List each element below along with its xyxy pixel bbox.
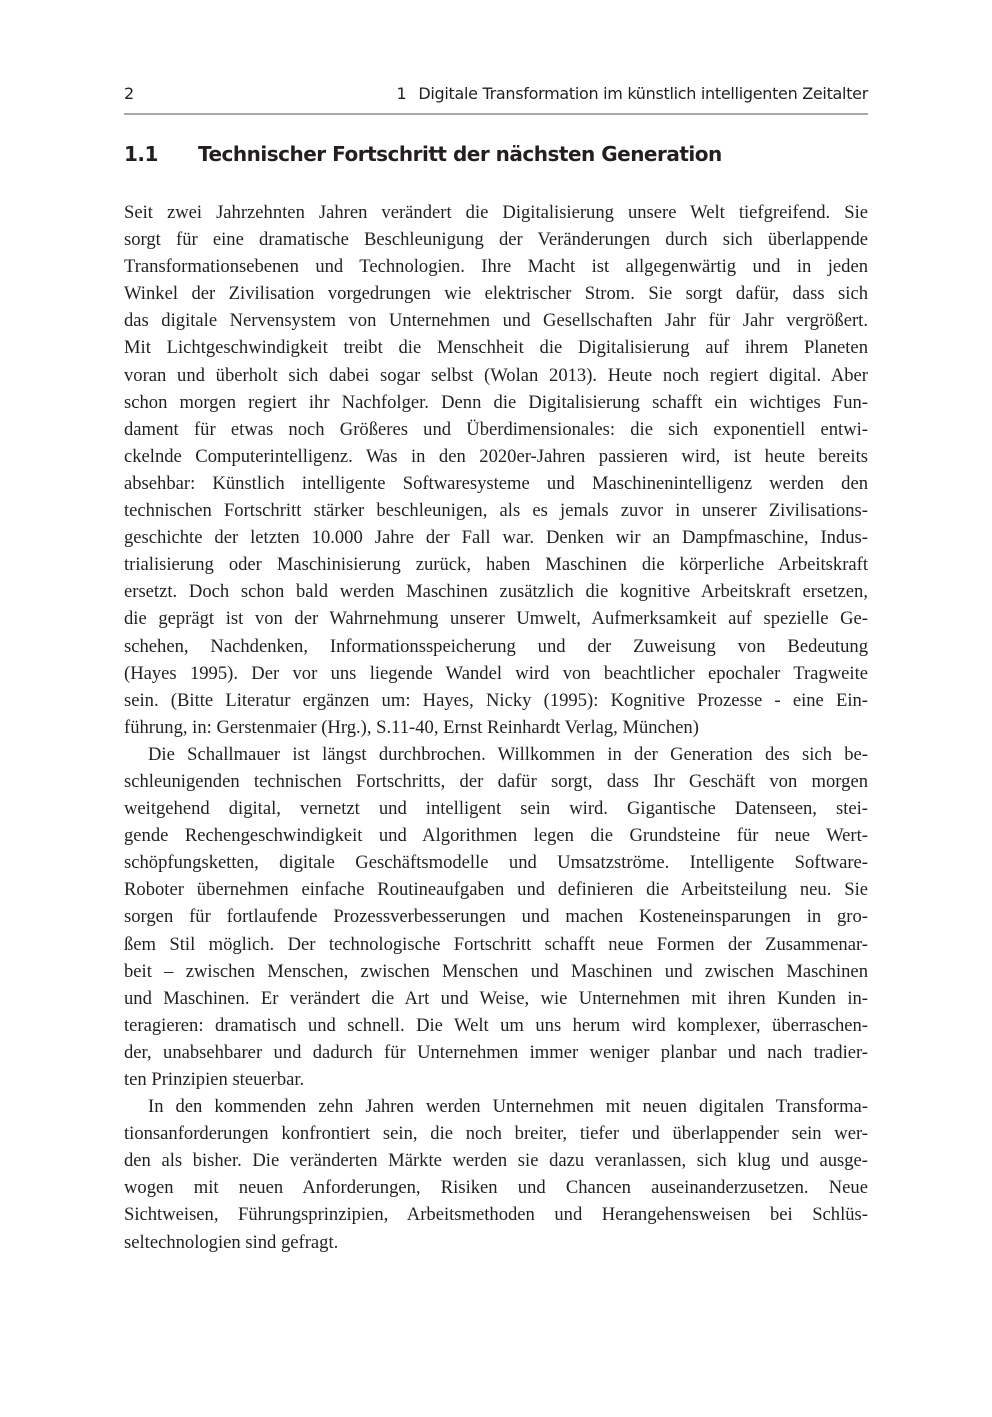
text-line: ten Prinzipien steuerbar. [124,1069,305,1090]
chapter-reference [396,84,868,103]
text-line: das digitale Nervensystem von Unternehmen und Gesellschaften Jahr für Jahr vergrößert. [124,310,868,332]
text-line: ßem Stil möglich. Der technologische Fortschritt schafft neue Formen der Zusammenar- [124,933,868,955]
text-line: sorgen für fortlaufende Prozessverbesserungen und machen Kosteneinsparungen in gro- [124,906,868,928]
text-line: beit – zwischen Menschen, zwischen Menschen und Maschinen und zwischen Maschinen [124,960,868,982]
text-line: schehen, Nachdenken, Informationsspeicherung und der Zuweisung von Bedeutung [124,635,868,657]
text-line: der, unabsehbarer und dadurch für Unternehmen immer weniger planbar und nach tradier- [124,1041,868,1063]
text-line: (Hayes 1995). Der vor uns liegende Wandel wird von beachtlicher epochaler Tragweite [124,662,868,684]
text-line: Die Schallmauer ist längst durchbrochen. Willkommen in der Generation des sich be- [148,743,868,765]
text-line: Mit Lichtgeschwindigkeit treibt die Menschheit die Digitalisierung auf ihrem Planeten [124,337,868,359]
text-line: die geprägt ist von der Wahrnehmung unserer Umwelt, Aufmerksamkeit auf spezielle Ge- [124,608,868,630]
text-line: teragieren: dramatisch und schnell. Die Welt um uns herum wird komplexer, überraschen- [124,1014,868,1036]
text-line: und Maschinen. Er verändert die Art und Weise, wie Unternehmen mit ihren Kunden in- [124,987,868,1009]
text-line: ckelnde Computerintelligenz. Was in den 2020er-Jahren passieren wird, ist heute bereits [124,445,868,467]
text-line: Winkel der Zivilisation vorgedrungen wie elektrischer Strom. Sie sorgt dafür, dass sich [124,283,868,305]
text-line: tionsanforderungen konfrontiert sein, die noch breiter, tiefer und überlappender sein wer- [124,1123,868,1145]
body-text [124,199,868,1256]
text-line: seltechnologien sind gefragt. [124,1231,339,1253]
section-title: Technischer Fortschritt der nächsten Generation [198,142,722,166]
text-line: Seit zwei Jahrzehnten Jahren verändert die Digitalisierung unsere Welt tiefgreifend. Sie [124,202,868,223]
text-line: absehbar: Künstlich intelligente Softwaresysteme und Maschinenintelligenz werden den [124,472,868,494]
section-heading [124,142,868,166]
text-line: ersetzt. Doch schon bald werden Maschinen zusätzlich die kognitive Arbeitskraft ersetzen, [124,581,868,603]
text-line: Transformationsebenen und Technologien. Ihre Macht ist allgegenwärtig und in jeden [124,256,868,278]
text-line: weitgehend digital, vernetzt und intelligent sein wird. Gigantische Datenseen, stei- [124,798,868,820]
paragraph [124,199,868,741]
header-rule [124,113,868,115]
text-line: voran und überholt sich dabei sogar selbst (Wolan 2013). Heute noch regiert digital. Aber [124,364,868,386]
chapter-number: 1 [396,84,407,103]
paragraph [124,741,868,1093]
section-number: 1.1 [124,142,158,166]
text-line: Roboter übernehmen einfache Routineaufgaben und definieren die Arbeitsteilung neu. Sie [124,879,868,901]
running-header [124,84,868,108]
text-line: In den kommenden zehn Jahren werden Unternehmen mit neuen digitalen Transforma- [148,1096,868,1118]
text-line: Sichtweisen, Führungsprinzipien, Arbeitsmethoden und Herangehensweisen bei Schlüs- [124,1204,868,1226]
page-number: 2 [124,84,134,103]
text-line: sorgt für eine dramatische Beschleunigung der Veränderungen durch sich überlappende [124,229,868,251]
paragraph [124,1093,868,1256]
chapter-title: Digitale Transformation im künstlich intelligenten Zeitalter [418,84,868,103]
text-line: sein. (Bitte Literatur ergänzen um: Hayes, Nicky (1995): Kognitive Prozesse - eine Ein- [124,689,868,711]
text-line: führung, in: Gerstenmaier (Hrg.), S.11-40, Ernst Reinhardt Verlag, München) [124,716,699,738]
text-line: wogen mit neuen Anforderungen, Risiken und Chancen auseinanderzusetzen. Neue [124,1177,868,1199]
text-line: schöpfungsketten, digitale Geschäftsmodelle und Umsatzströme. Intelligente Software- [124,852,868,874]
text-line: gende Rechengeschwindigkeit und Algorithmen legen die Grundsteine für neue Wert- [124,825,868,847]
text-line: dament für etwas noch Größeres und Überdimensionales: die sich exponentiell entwi- [124,418,868,440]
text-line: den als bisher. Die veränderten Märkte werden sie dazu veranlassen, sich klug und ausge- [124,1150,868,1172]
text-line: technischen Fortschritt stärker beschleunigen, als es jemals zuvor in unserer Zivilisations- [124,500,868,522]
text-line: schon morgen regiert ihr Nachfolger. Denn die Digitalisierung schafft ein wichtiges Fun- [124,391,868,413]
text-line: geschichte der letzten 10.000 Jahre der Fall war. Denken wir an Dampfmaschine, Indus- [124,527,868,549]
text-line: schleunigenden technischen Fortschritts, der dafür sorgt, dass Ihr Geschäft von morgen [124,770,868,792]
text-line: trialisierung oder Maschinisierung zurück, haben Maschinen die körperliche Arbeitskraft [124,554,868,576]
